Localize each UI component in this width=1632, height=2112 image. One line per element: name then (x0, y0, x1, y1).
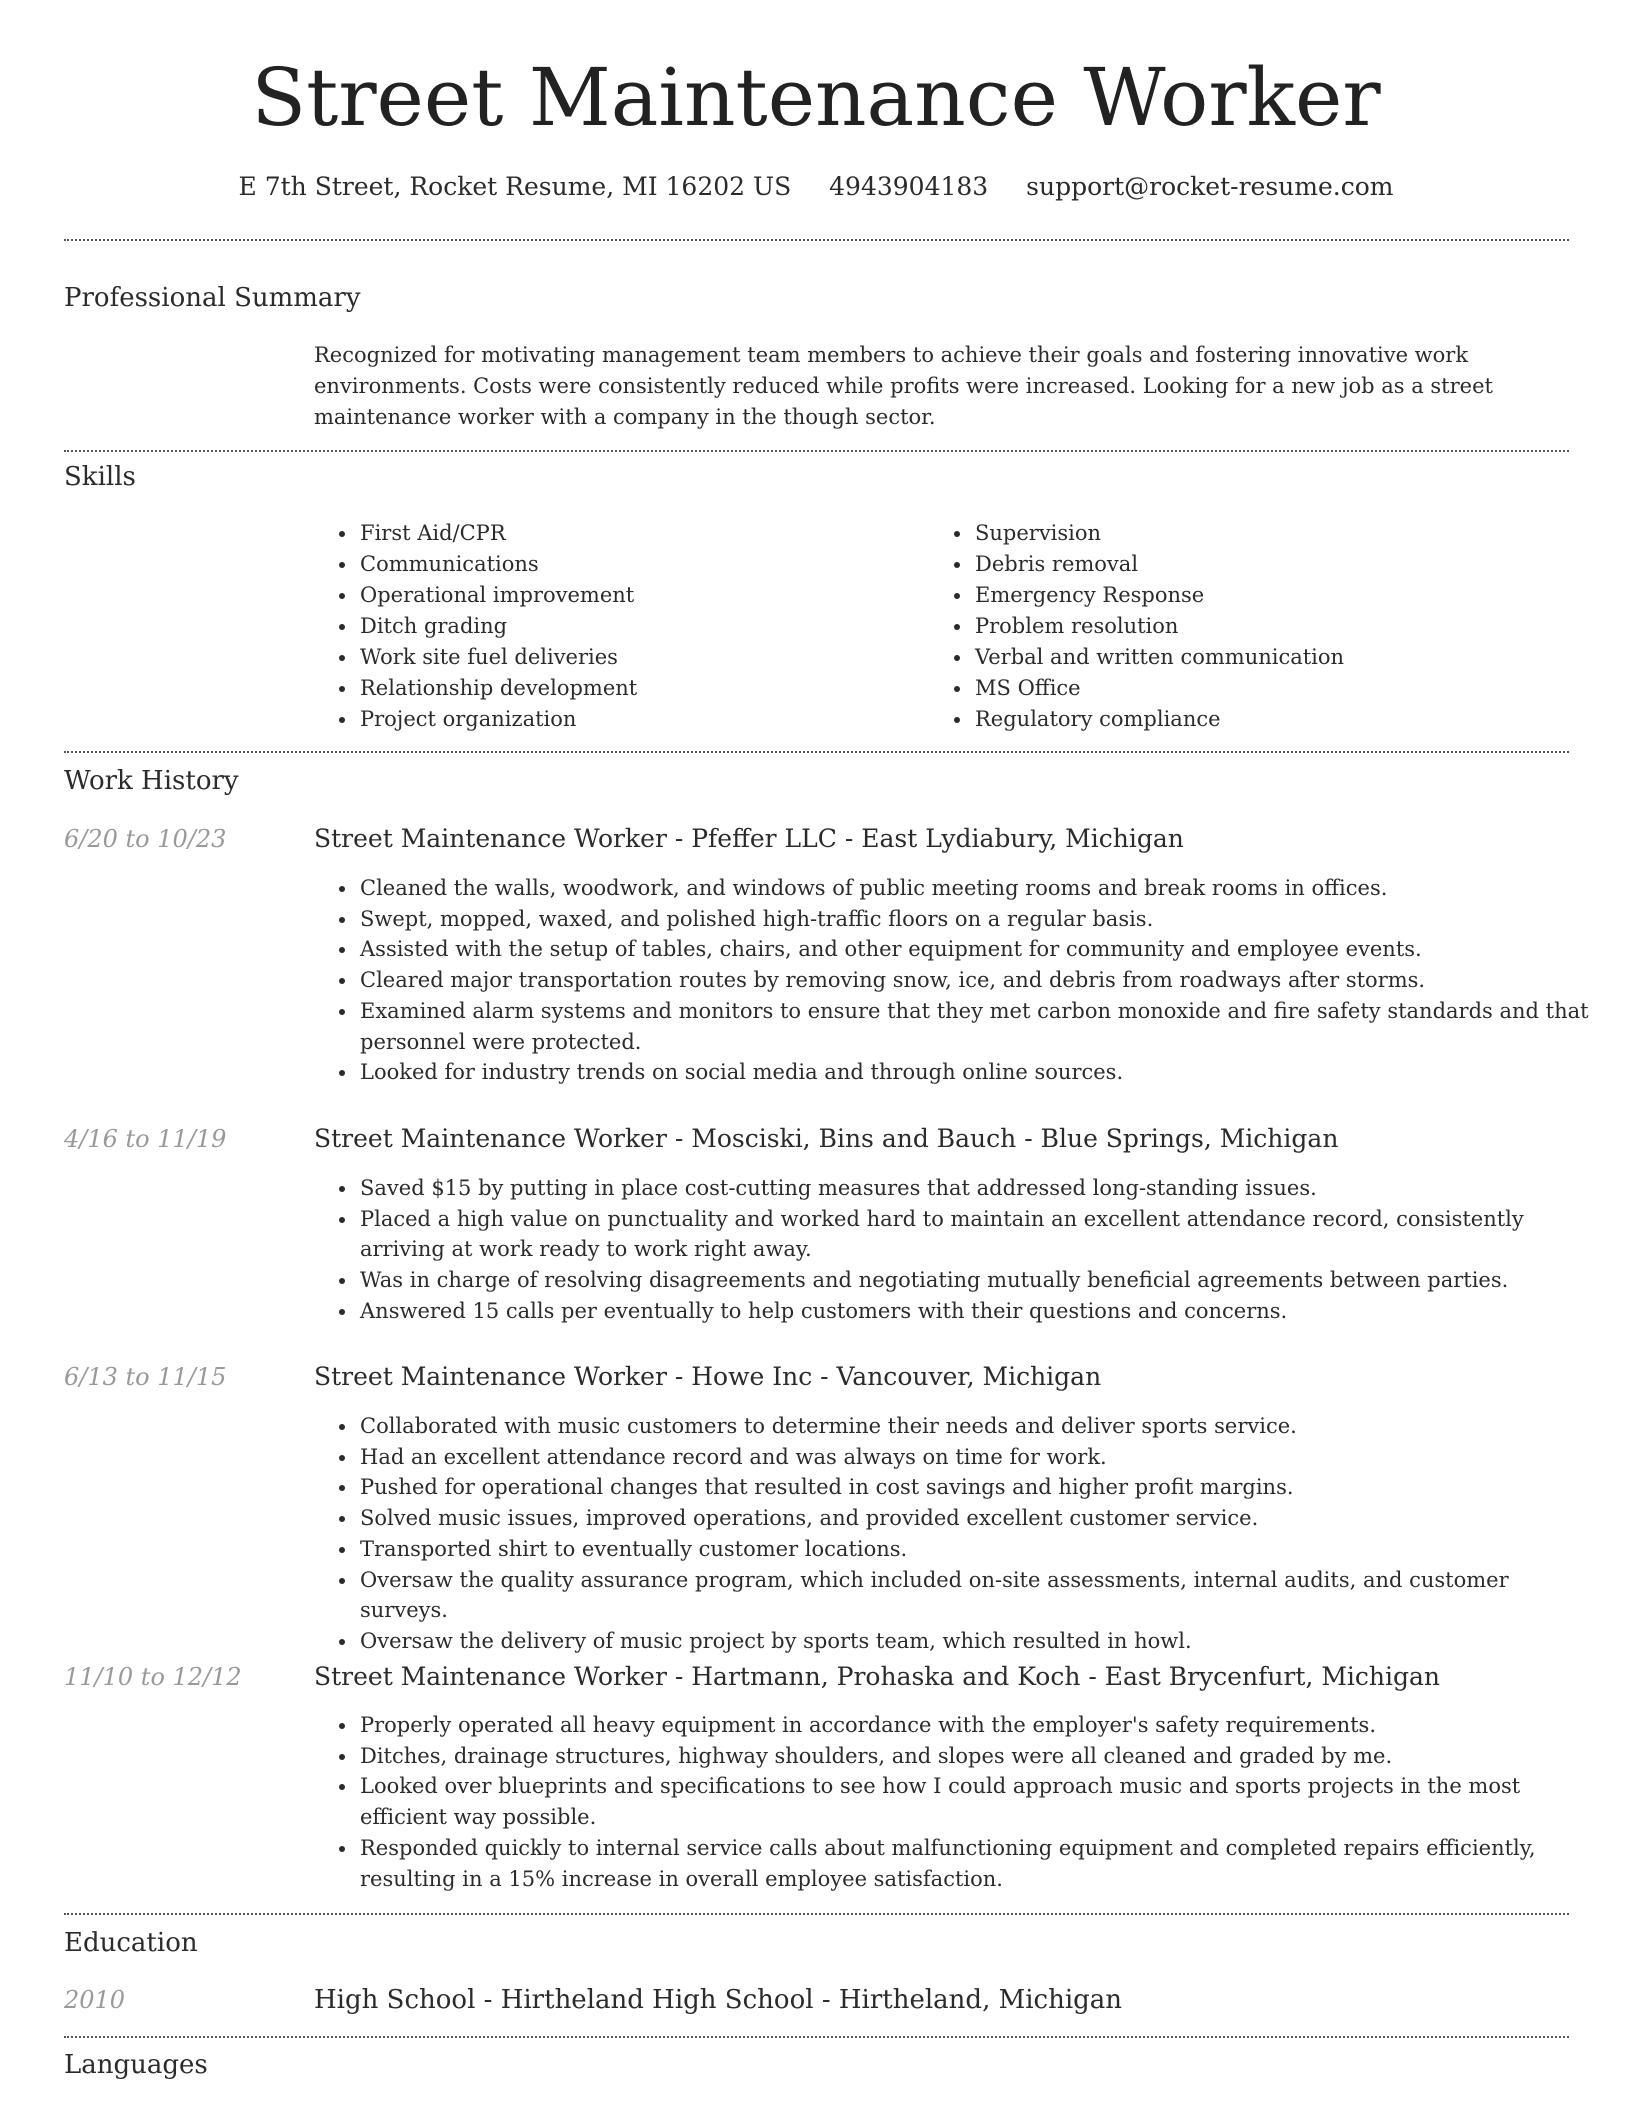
job-bullets (314, 1173, 1596, 1327)
job-bullet: • Properly operated all heavy equipment in accordance with the employer's safety requirements. (358, 1710, 1596, 1741)
job-bullet: • Looked over blueprints and specifications to see how I could approach music and sports projects in the most efficient way possible. (358, 1771, 1596, 1832)
job-bullet: • Solved music issues, improved operations, and provided excellent customer service. (358, 1503, 1596, 1534)
job-bullet: • Assisted with the setup of tables, chairs, and other equipment for community and employee events. (358, 934, 1596, 965)
skills-heading: Skills (64, 462, 136, 492)
job-dates: 6/20 to 10/23 (64, 825, 227, 853)
job-bullet: • Answered 15 calls per eventually to help customers with their questions and concerns. (358, 1296, 1596, 1327)
skill-item: • Communications (358, 549, 918, 580)
job-bullet: • Cleared major transportation routes by removing snow, ice, and debris from roadways after storms. (358, 965, 1596, 996)
skill-item: • Operational improvement (358, 580, 918, 611)
job-bullet: • Was in charge of resolving disagreements and negotiating mutually beneficial agreements between parties. (358, 1265, 1596, 1296)
job-bullet: • Responded quickly to internal service calls about malfunctioning equipment and completed repairs efficiently, resulting in a 15% increase in overall employee satisfaction. (358, 1833, 1596, 1894)
job-bullet: • Transported shirt to eventually customer locations. (358, 1534, 1596, 1565)
job-heading: Street Maintenance Worker - Hartmann, Prohaska and Koch - East Brycenfurt, Michigan (314, 1662, 1441, 1691)
skill-item: • Emergency Response (973, 580, 1573, 611)
job-dates: 6/13 to 11/15 (64, 1363, 227, 1391)
skill-item: • Project organization (358, 704, 918, 735)
job-bullet: • Ditches, drainage structures, highway shoulders, and slopes were all cleaned and graded by me. (358, 1741, 1596, 1772)
divider (64, 239, 1569, 241)
job-bullet: • Oversaw the delivery of music project by sports team, which resulted in howl. (358, 1626, 1596, 1657)
job-bullet: • Placed a high value on punctuality and worked hard to maintain an excellent attendance record, consistently arriving at work ready to work right away. (358, 1204, 1596, 1265)
skill-item: • Ditch grading (358, 611, 918, 642)
job-bullet: • Cleaned the walls, woodwork, and windows of public meeting rooms and break rooms in offices. (358, 873, 1596, 904)
divider (64, 450, 1569, 452)
job-bullet: • Pushed for operational changes that resulted in cost savings and higher profit margins. (358, 1472, 1596, 1503)
skill-item: • Problem resolution (973, 611, 1573, 642)
job-bullets (314, 873, 1596, 1088)
divider (64, 751, 1569, 753)
job-dates: 11/10 to 12/12 (64, 1663, 242, 1691)
job-bullet: • Had an excellent attendance record and was always on time for work. (358, 1442, 1596, 1473)
job-bullet: • Swept, mopped, waxed, and polished high-traffic floors on a regular basis. (358, 904, 1596, 935)
divider (64, 2036, 1569, 2038)
divider (64, 1913, 1569, 1915)
summary-text: Recognized for motivating management team members to achieve their goals and fostering innovative work environments. Costs were consistently reduced while profits were increased. Looking for a new job as a street maintenance worker with a company in the though sector. (314, 343, 1493, 429)
summary-heading: Professional Summary (64, 283, 361, 313)
skill-item: • Regulatory compliance (973, 704, 1573, 735)
job-bullets (314, 1411, 1596, 1657)
job-heading: Street Maintenance Worker - Mosciski, Bins and Bauch - Blue Springs, Michigan (314, 1124, 1339, 1153)
contact-line (0, 170, 1632, 204)
job-bullet: • Oversaw the quality assurance program, which included on-site assessments, internal audits, and customer surveys. (358, 1565, 1596, 1626)
job-bullet: • Looked for industry trends on social media and through online sources. (358, 1057, 1596, 1088)
skill-item: • Relationship development (358, 673, 918, 704)
contact-phone: 4943904183 (829, 172, 989, 201)
job-bullet: • Saved $15 by putting in place cost-cutting measures that addressed long-standing issues. (358, 1173, 1596, 1204)
job-bullet: • Examined alarm systems and monitors to ensure that they met carbon monoxide and fire safety standards and that personnel were protected. (358, 996, 1596, 1057)
skill-item: • Work site fuel deliveries (358, 642, 918, 673)
job-dates: 4/16 to 11/19 (64, 1125, 227, 1153)
job-heading: Street Maintenance Worker - Pfeffer LLC - East Lydiabury, Michigan (314, 824, 1184, 853)
languages-heading: Languages (64, 2050, 208, 2080)
contact-address: E 7th Street, Rocket Resume, MI 16202 US (238, 172, 792, 201)
job-bullets (314, 1710, 1596, 1894)
education-date: 2010 (64, 1986, 126, 2014)
candidate-name: Street Maintenance Worker (251, 51, 1381, 144)
skill-item: • MS Office (973, 673, 1573, 704)
skills-list-left (314, 518, 918, 735)
education-entry: High School - Hirtheland High School - Hirtheland, Michigan (314, 1985, 1123, 2015)
skill-item: • Debris removal (973, 549, 1573, 580)
job-heading: Street Maintenance Worker - Howe Inc - Vancouver, Michigan (314, 1362, 1102, 1391)
skill-item: • Supervision (973, 518, 1573, 549)
education-heading: Education (64, 1928, 198, 1958)
skills-list-right (929, 518, 1573, 735)
job-bullet: • Collaborated with music customers to determine their needs and deliver sports service. (358, 1411, 1596, 1442)
skill-item: • First Aid/CPR (358, 518, 918, 549)
work-history-heading: Work History (64, 766, 239, 796)
contact-email: support@rocket-resume.com (1026, 172, 1394, 201)
skill-item: • Verbal and written communication (973, 642, 1573, 673)
